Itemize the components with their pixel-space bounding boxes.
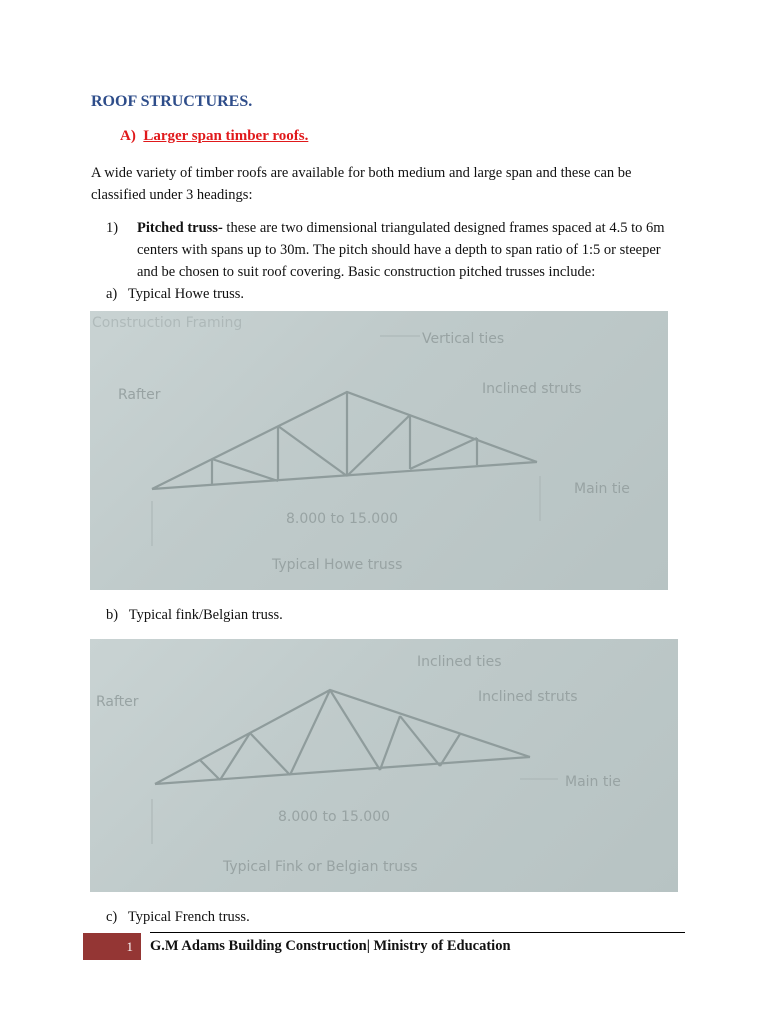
caption-b — [106, 607, 283, 624]
label-inclined-struts: Inclined struts — [482, 381, 582, 397]
caption-c — [106, 909, 250, 926]
caption-marker: b) — [106, 607, 119, 623]
section-title: Larger span timber roofs. — [143, 128, 309, 144]
label-span: 8.000 to 15.000 — [278, 809, 391, 825]
truss-lines — [152, 392, 537, 489]
label-span: 8.000 to 15.000 — [286, 511, 399, 527]
fink-truss-figure — [90, 639, 678, 892]
howe-truss-figure — [90, 311, 668, 590]
label-inclined-ties: Inclined ties — [417, 654, 502, 670]
figure-caption: Typical Howe truss — [272, 557, 403, 573]
list-number: 1) — [106, 220, 119, 236]
caption-a — [106, 283, 676, 305]
caption-text: Typical fink/Belgian truss. — [128, 607, 283, 623]
section-marker: A) — [120, 128, 136, 144]
truss-lines — [155, 690, 530, 784]
section-heading — [120, 128, 308, 145]
term: Pitched truss- — [137, 220, 223, 236]
term-description: these are two dimensional triangulated designed frames spaced at 4.5 to 6m centers with spans up to 30m. The pitch should have a depth to span ratio of 1:5 or steeper and be chosen to suit roof covering. Basic construction pitched trusses include: — [137, 220, 665, 280]
footer-divider — [150, 932, 685, 933]
label-vertical-ties: Vertical ties — [422, 331, 505, 347]
caption-text: Typical French truss. — [127, 909, 250, 925]
page-title: ROOF STRUCTURES. — [91, 93, 253, 110]
label-main-tie: Main tie — [565, 774, 621, 790]
figure-top-text: Construction Framing — [92, 315, 243, 331]
list-item-pitched-truss — [106, 217, 676, 305]
figure-caption: Typical Fink or Belgian truss — [223, 859, 418, 875]
page-number: 1 — [83, 933, 141, 960]
caption-marker: c) — [106, 909, 118, 925]
caption-text: Typical Howe truss. — [127, 286, 245, 302]
caption-marker: a) — [106, 286, 118, 302]
fink-truss-diagram — [90, 639, 678, 892]
footer-text: G.M Adams Building Construction| Ministry of Education — [150, 938, 511, 954]
intro-paragraph: A wide variety of timber roofs are available for both medium and large span and these can be classified under 3 headings: — [91, 165, 632, 203]
label-rafter: Rafter — [118, 387, 161, 403]
label-rafter: Rafter — [96, 694, 139, 710]
howe-truss-diagram — [90, 311, 668, 590]
label-main-tie: Main tie — [574, 481, 630, 497]
label-inclined-struts: Inclined struts — [478, 689, 578, 705]
